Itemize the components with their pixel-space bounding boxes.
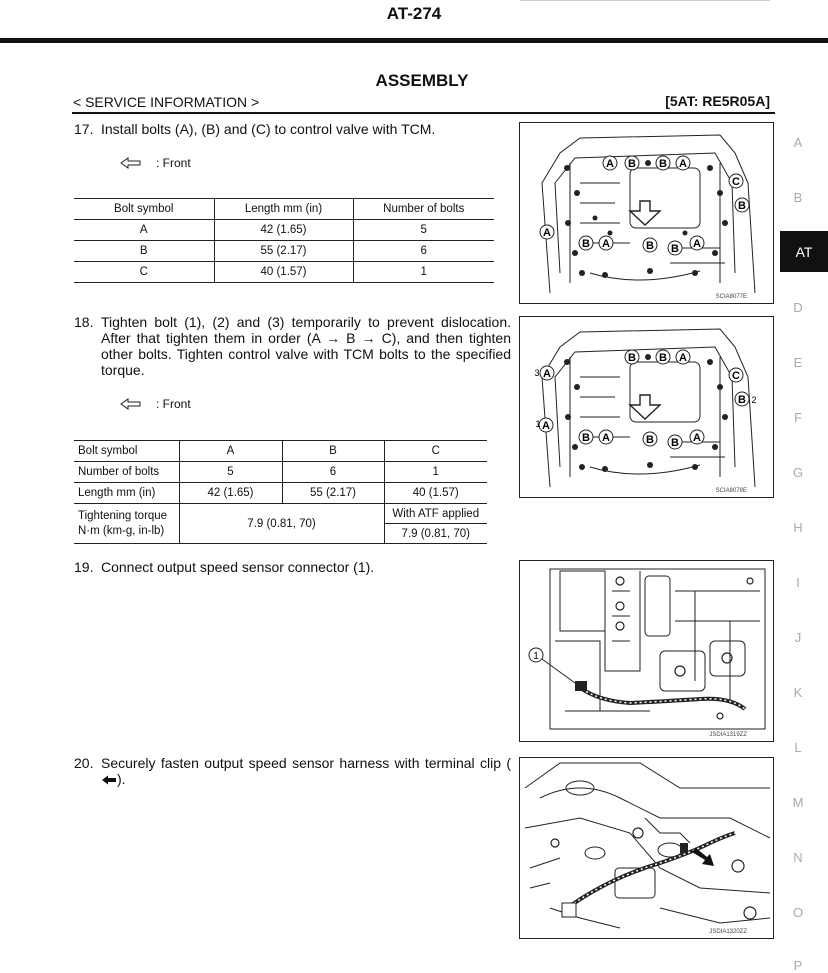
top-rule — [0, 38, 828, 43]
step-text-end: ). — [117, 771, 126, 787]
figure-tightening-order — [519, 316, 774, 498]
control-valve-illustration — [520, 123, 772, 302]
figure-control-valve-bolts — [519, 122, 774, 304]
table-cell: 42 (1.65) — [214, 220, 353, 241]
front-note — [120, 156, 191, 170]
bolt-number-3: 3 — [534, 368, 540, 378]
svg-text:B: B — [646, 240, 654, 252]
model-code: [5AT: RE5R05A] — [665, 93, 770, 109]
side-index-letter[interactable]: P — [793, 958, 803, 973]
figure-output-speed-sensor-connector — [519, 560, 774, 742]
side-index-letter[interactable]: F — [794, 410, 802, 425]
table-cell: 1 — [353, 262, 494, 283]
side-index-letter[interactable]: K — [793, 685, 803, 700]
step-19 — [74, 559, 514, 577]
table-row — [74, 262, 494, 283]
atf-label-cell: With ATF applied — [384, 504, 487, 524]
svg-text:A: A — [543, 227, 551, 239]
svg-text:A: A — [543, 368, 551, 380]
torque-label-line: N·m (km-g, in-lb) — [78, 524, 165, 537]
step-number: 18. — [74, 314, 94, 330]
side-index-letter[interactable]: J — [794, 630, 802, 645]
svg-text:A: A — [693, 432, 701, 444]
step-text: Install bolts (A), (B) and (C) to control valve with TCM. — [101, 121, 436, 137]
header-cell: Bolt symbol — [114, 203, 174, 215]
svg-text:C: C — [732, 176, 740, 188]
torque-label-line: Tightening torque — [78, 509, 168, 522]
svg-text:A: A — [542, 420, 550, 432]
svg-text:B: B — [671, 243, 679, 255]
svg-text:B: B — [628, 158, 636, 170]
table-cell: 1 — [384, 462, 487, 483]
svg-text:A: A — [606, 158, 614, 170]
side-index-letter[interactable]: A — [793, 135, 803, 150]
svg-text:B: B — [738, 394, 746, 406]
svg-text:A: A — [679, 352, 687, 364]
side-index-letter[interactable]: I — [796, 575, 800, 590]
top-thin-rule — [520, 0, 770, 1]
figure-code: JSDIA1319ZZ — [709, 732, 747, 738]
front-label: : Front — [156, 397, 191, 411]
header-cell: Length mm (in) — [214, 199, 353, 220]
step-number: 17. — [74, 121, 94, 137]
table-row — [74, 241, 494, 262]
front-arrow-icon — [120, 398, 142, 410]
step-text: Connect output speed sensor connector (1). — [101, 559, 375, 575]
table-row — [74, 504, 487, 524]
table-cell: A — [139, 224, 148, 236]
svg-text:B: B — [671, 437, 679, 449]
header-rule — [72, 112, 775, 114]
table-row — [74, 220, 494, 241]
table-cell: 55 (2.17) — [282, 483, 384, 504]
torque-label-cell — [74, 504, 179, 544]
table-cell: 5 — [353, 220, 494, 241]
svg-text:B: B — [582, 238, 590, 250]
svg-text:B: B — [628, 352, 636, 364]
table-row — [74, 483, 487, 504]
bolt-number-2: 2 — [751, 395, 757, 405]
figure-code: SCIA8078E — [715, 488, 747, 494]
service-info-label: < SERVICE INFORMATION > — [73, 94, 260, 110]
atf-value-cell: 7.9 (0.81, 70) — [384, 524, 487, 544]
side-index-active[interactable]: AT — [780, 231, 828, 272]
table-cell: C — [384, 441, 487, 462]
step-20 — [74, 755, 514, 791]
tightening-order-illustration — [520, 317, 772, 496]
side-index-letter[interactable]: B — [793, 190, 803, 205]
side-index-letter[interactable]: E — [793, 355, 803, 370]
table-cell: B — [282, 441, 384, 462]
front-arrow-icon — [120, 157, 142, 169]
torque-value-cell: 7.9 (0.81, 70) — [179, 504, 384, 544]
section-title: ASSEMBLY — [375, 71, 469, 90]
table-header-row — [74, 199, 494, 220]
side-index-letter[interactable]: H — [793, 520, 803, 535]
side-index-letter[interactable]: O — [792, 905, 804, 920]
table-cell: Bolt symbol — [74, 441, 179, 462]
figure-code: SCIA8077E — [715, 294, 747, 300]
side-index-letter[interactable]: M — [792, 795, 804, 810]
black-arrow-icon — [101, 775, 117, 785]
table-cell: 40 (1.57) — [214, 262, 353, 283]
table-cell: 55 (2.17) — [214, 241, 353, 262]
table-cell: 42 (1.65) — [179, 483, 282, 504]
step-text-start: Securely fasten output speed sensor harness with terminal clip ( — [101, 755, 511, 771]
svg-text:B: B — [646, 434, 654, 446]
bolt-table-2 — [74, 440, 487, 544]
front-label: : Front — [156, 156, 191, 170]
svg-text:B: B — [659, 158, 667, 170]
table-cell: B — [139, 245, 148, 257]
svg-text:A: A — [602, 432, 610, 444]
front-note — [120, 397, 191, 411]
step-text: Tighten bolt (1), (2) and (3) temporarily to prevent dislocation. After that tighten them in order (A → B → C), and then tighten other bolts. Tighten control valve with TCM bolts to the specified torque. — [101, 314, 511, 378]
side-index-letter[interactable]: N — [793, 850, 803, 865]
header-cell: Number of bolts — [353, 199, 494, 220]
svg-text:A: A — [679, 158, 687, 170]
svg-text:C: C — [732, 370, 740, 382]
table-cell: C — [139, 266, 148, 278]
table-cell: Length mm (in) — [74, 483, 179, 504]
step-text — [101, 755, 511, 787]
figure-terminal-clip — [519, 757, 774, 939]
svg-text:B: B — [738, 200, 746, 212]
figure-code: JSDIA1320ZZ — [709, 929, 747, 935]
table-cell: Number of bolts — [74, 462, 179, 483]
table-cell: 40 (1.57) — [384, 483, 487, 504]
connector-callout: 1 — [533, 651, 539, 662]
step-17 — [74, 121, 514, 139]
table-cell: A — [179, 441, 282, 462]
side-index-letter[interactable]: D — [793, 300, 803, 315]
table-cell: 6 — [282, 462, 384, 483]
bolt-number-1: 1 — [535, 419, 541, 429]
step-number: 20. — [74, 755, 94, 771]
table-cell: 5 — [179, 462, 282, 483]
step-18 — [74, 314, 514, 380]
connector-illustration — [520, 561, 772, 740]
page-number: AT-274 — [386, 4, 442, 23]
side-index-letter[interactable]: L — [794, 740, 802, 755]
side-index-letter[interactable]: G — [792, 465, 804, 480]
svg-text:A: A — [693, 238, 701, 250]
svg-text:B: B — [659, 352, 667, 364]
table-row — [74, 462, 487, 483]
table-row — [74, 441, 487, 462]
bolt-table-1 — [74, 198, 494, 283]
table-cell: 6 — [353, 241, 494, 262]
svg-text:A: A — [602, 238, 610, 250]
terminal-clip-illustration — [520, 758, 772, 937]
svg-text:B: B — [582, 432, 590, 444]
step-number: 19. — [74, 559, 94, 575]
